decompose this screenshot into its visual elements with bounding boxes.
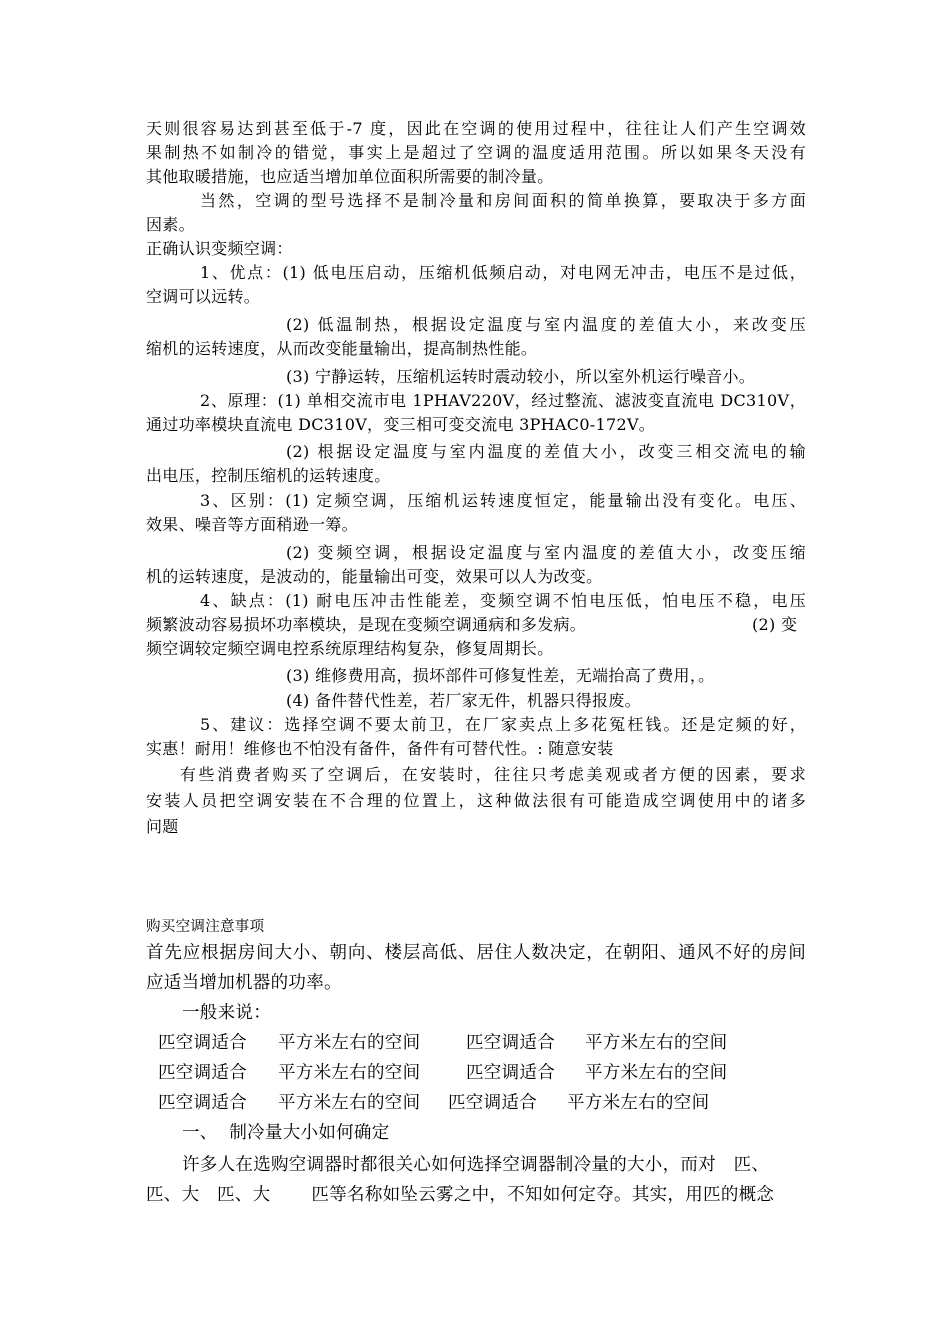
text-line: 首先应根据房间大小、朝向、楼层高低、居住人数决定，在朝阳、通风不好的房间 — [146, 943, 806, 963]
text-line: 出电压，控制压缩机的运转速度。 — [146, 466, 391, 485]
text-line: (2) 变频空调，根据设定温度与室内温度的差值大小，改变压缩 — [286, 543, 806, 562]
text-line: 问题 — [146, 817, 179, 836]
text-line: 5、建议：选择空调不要太前卫，在厂家卖点上多花冤枉钱。还是定频的好， — [200, 715, 806, 734]
table-cell: 平方米左右的空间 — [278, 1033, 421, 1053]
text-line: (2) 变 — [752, 615, 798, 634]
table-cell: 匹空调适合 — [158, 1063, 247, 1083]
table-cell: 匹空调适合 — [448, 1093, 537, 1113]
text-line: 安装人员把空调安装在不合理的位置上，这种做法很有可能造成空调使用中的诸多 — [146, 791, 806, 810]
text-line: 频空调较定频空调电控系统原理结构复杂，修复周期长。 — [146, 639, 554, 658]
text-line: 4、缺点：(1) 耐电压冲击性能差，变频空调不怕电压低，怕电压不稳，电压 — [200, 591, 806, 610]
table-cell: 平方米左右的空间 — [585, 1033, 728, 1053]
text-line: (2) 根据设定温度与室内温度的差值大小，改变三相交流电的输 — [286, 442, 806, 461]
text-line: 其他取暖措施，也应适当增加单位面积所需要的制冷量。 — [146, 167, 554, 186]
text-line: (3) 宁静运转，压缩机运转时震动较小，所以室外机运行噪音小。 — [286, 367, 756, 386]
table-cell: 平方米左右的空间 — [585, 1063, 728, 1083]
table-cell: 匹空调适合 — [466, 1063, 555, 1083]
text-line: 因素。 — [146, 215, 195, 234]
text-line: 通过功率模块直流电 DC310V，变三相可变交流电 3PHAC0-172V。 — [146, 415, 656, 434]
text-line: 许多人在选购空调器时都很关心如何选择空调器制冷量的大小，而对 匹、 — [182, 1155, 770, 1175]
text-line: 1、优点：(1) 低电压启动，压缩机低频启动，对电网无冲击，电压不是过低， — [200, 263, 806, 282]
table-cell: 平方米左右的空间 — [278, 1093, 421, 1113]
text-line: 当然，空调的型号选择不是制冷量和房间面积的简单换算，要取决于多方面 — [200, 191, 806, 210]
text-line: (4) 备件替代性差，若厂家无件，机器只得报废。 — [286, 691, 641, 710]
text-line: 果制热不如制冷的错觉，事实上是超过了空调的温度适用范围。所以如果冬天没有 — [146, 143, 806, 162]
text-line: 3、区别：(1) 定频空调，压缩机运转速度恒定，能量输出没有变化。电压、 — [200, 491, 806, 510]
text-line: 频繁波动容易损坏功率模块，是现在变频空调通病和多发病。 — [146, 615, 587, 634]
table-cell: 匹空调适合 — [158, 1093, 247, 1113]
text-line: (2) 低温制热，根据设定温度与室内温度的差值大小，来改变压 — [286, 315, 806, 334]
text-line: 一般来说： — [182, 1003, 271, 1023]
table-cell: 匹空调适合 — [158, 1033, 247, 1053]
sub-heading: 一、 制冷量大小如何确定 — [182, 1123, 390, 1143]
section-heading: 正确认识变频空调： — [146, 239, 293, 258]
text-line: 效果、噪音等方面稍逊一筹。 — [146, 515, 358, 534]
text-line: 机的运转速度，是波动的，能量输出可变，效果可以人为改变。 — [146, 567, 603, 586]
text-line: 缩机的运转速度，从而改变能量输出，提高制热性能。 — [146, 339, 538, 358]
text-line: 天则很容易达到甚至低于-7 度，因此在空调的使用过程中，往往让人们产生空调效 — [146, 119, 806, 138]
text-line: 有些消费者购买了空调后，在安装时，往往只考虑美观或者方便的因素，要求 — [180, 765, 806, 784]
table-cell: 平方米左右的空间 — [567, 1093, 710, 1113]
text-line: 2、原理：(1) 单相交流市电 1PHAV220V，经过整流、滤波变直流电 DC310V， — [200, 391, 806, 410]
text-line: (3) 维修费用高，损坏部件可修复性差，无端抬高了费用，。 — [286, 666, 715, 685]
section-title: 购买空调注意事项 — [146, 919, 265, 935]
table-cell: 匹空调适合 — [466, 1033, 555, 1053]
table-cell: 平方米左右的空间 — [278, 1063, 421, 1083]
text-line: 空调可以远转。 — [146, 287, 261, 306]
text-line: 应适当增加机器的功率。 — [146, 973, 342, 993]
text-line: 实惠！耐用！维修也不怕没有备件，备件有可替代性。: 随意安装 — [146, 739, 614, 758]
text-line: 匹、大 匹、大 匹等名称如坠云雾之中，不知如何定夺。其实，用匹的概念 — [146, 1185, 775, 1205]
